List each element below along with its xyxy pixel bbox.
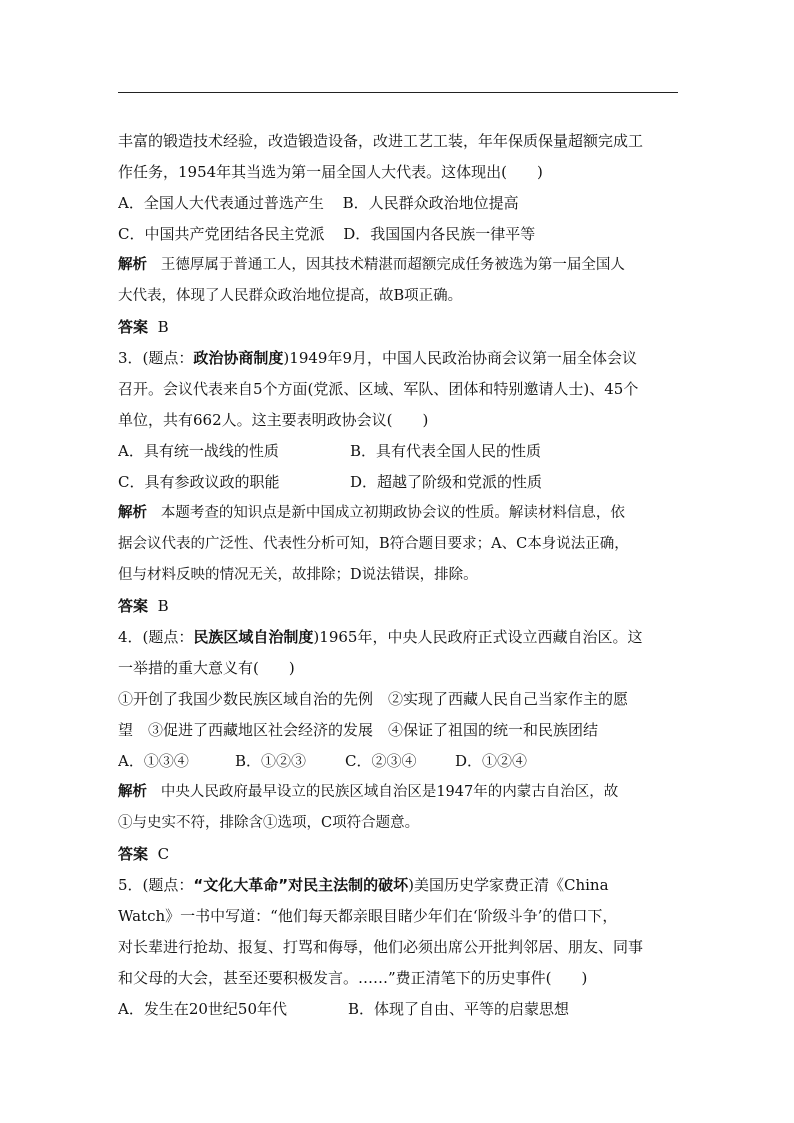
- question-text: 丰富的锻造技术经验，改造锻造设备，改进工艺工装，年年保质保量超额完成工: [118, 132, 644, 150]
- question-stem: [118, 622, 678, 653]
- explanation-label: 解析: [118, 505, 147, 521]
- question-topic: “文化大革命”对民主法制的破坏: [193, 876, 409, 894]
- question-text: ①开创了我国少数民族区域自治的先例 ②实现了西藏人民自己当家作主的愿: [118, 690, 629, 708]
- explanation-text: 但与材料反映的情况无关，故排除；D说法错误，排除。: [118, 567, 478, 583]
- explanation-label: 解析: [118, 257, 147, 273]
- explanation-text: 王德厚属于普通工人，因其技术精湛而超额完成任务被选为第一届全国人: [160, 257, 625, 273]
- option-b: B．具有代表全国人民的性质: [350, 442, 542, 460]
- option-a: A．具有统一战线的性质: [118, 442, 279, 460]
- option-d: D．①②④: [455, 752, 528, 770]
- question-text: Watch》一书中写道：“他们每天都亲眼目睹少年们在‘阶级斗争’的借口下，: [118, 907, 618, 925]
- question-stem: [118, 343, 678, 374]
- question-text: 作任务，1954年其当选为第一届全国人大代表。这体现出( ): [118, 163, 543, 181]
- answer-line: [118, 591, 678, 622]
- option-row: [118, 746, 678, 777]
- answer-value: B: [157, 597, 169, 615]
- question-topic: 政治协商制度: [193, 349, 284, 367]
- answer-line: [118, 312, 678, 343]
- option-row: [118, 188, 678, 219]
- header-rule: [118, 92, 678, 93]
- option-row: [118, 436, 678, 467]
- explanation-text: 本题考查的知识点是新中国成立初期政协会议的性质。解读材料信息，依: [160, 505, 625, 521]
- explanation-text: 中央人民政府最早设立的民族区域自治区是1947年的内蒙古自治区，故: [160, 784, 619, 800]
- question-text: )美国历史学家费正清《China: [408, 876, 609, 894]
- option-c: C．中国共产党团结各民主党派: [118, 225, 325, 243]
- option-a: A．发生在20世纪50年代: [118, 1000, 288, 1018]
- option-b: B．①②③: [235, 752, 307, 770]
- explanation-text: ①与史实不符，排除含①选项，C项符合题意。: [118, 815, 420, 831]
- option-c: C．②③④: [345, 752, 417, 770]
- answer-value: B: [157, 318, 169, 336]
- option-b: B．体现了自由、平等的启蒙思想: [348, 1000, 570, 1018]
- question-text: 召开。会议代表来自5个方面(党派、区域、军队、团体和特别邀请人士)、45个: [118, 380, 639, 398]
- explanation-line: [118, 498, 678, 529]
- answer-label: 答案: [118, 597, 149, 615]
- option-b: B．人民群众政治地位提高: [342, 194, 519, 212]
- explanation-label: 解析: [118, 784, 147, 800]
- question-number: 5．(题点：: [118, 876, 194, 894]
- explanation-line: [118, 250, 678, 281]
- question-number: 3．(题点：: [118, 349, 194, 367]
- answer-value: C: [157, 845, 170, 863]
- question-text: 一举措的重大意义有( ): [118, 659, 295, 677]
- question-text: 望 ③促进了西藏地区社会经济的发展 ④保证了祖国的统一和民族团结: [118, 721, 599, 739]
- document-body: [118, 126, 678, 1025]
- option-row: [118, 467, 678, 498]
- explanation-text: 大代表，体现了人民群众政治地位提高，故B项正确。: [118, 288, 463, 304]
- explanation-text: 据会议代表的广泛性、代表性分析可知，B符合题目要求；A、C本身说法正确，: [118, 536, 629, 552]
- question-text: 单位，共有662人。这主要表明政协会议( ): [118, 411, 429, 429]
- option-row: [118, 994, 678, 1025]
- question-text: 对长辈进行抢劫、报复、打骂和侮辱，他们必须出席公开批判邻居、朋友、同事: [118, 938, 644, 956]
- question-stem: [118, 870, 678, 901]
- answer-label: 答案: [118, 845, 149, 863]
- option-d: D．我国国内各民族一律平等: [343, 225, 536, 243]
- question-text: 和父母的大会，甚至还要积极发言。……”费正清笔下的历史事件( ): [118, 969, 588, 987]
- option-d: D．超越了阶级和党派的性质: [350, 473, 543, 491]
- answer-line: [118, 839, 678, 870]
- option-a: A．全国人大代表通过普选产生: [118, 194, 324, 212]
- question-number: 4．(题点：: [118, 628, 194, 646]
- answer-label: 答案: [118, 318, 149, 336]
- option-row: [118, 219, 678, 250]
- option-c: C．具有参政议政的职能: [118, 473, 280, 491]
- question-text: )1965年，中央人民政府正式设立西藏自治区。这: [313, 628, 643, 646]
- explanation-line: [118, 777, 678, 808]
- question-topic: 民族区域自治制度: [193, 628, 314, 646]
- option-a: A．①③④: [118, 752, 189, 770]
- question-text: )1949年9月，中国人民政治协商会议第一届全体会议: [283, 349, 637, 367]
